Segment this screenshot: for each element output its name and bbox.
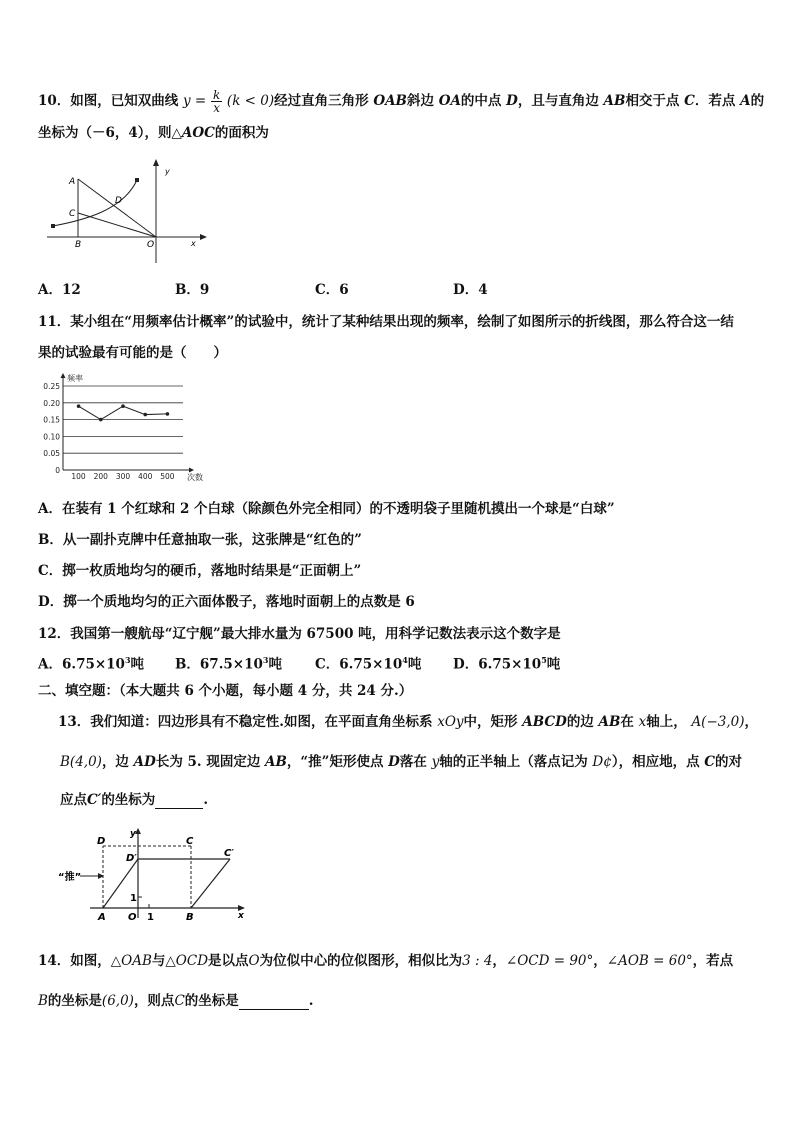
- label-d-prime: D′: [126, 853, 137, 864]
- q11-option-a[interactable]: A．在装有 1 个红球和 2 个白球（除颜色外完全相同）的不透明袋子里随机摸出一个球是“白球”: [38, 501, 615, 517]
- q11-option-b[interactable]: B．从一副扑克牌中任意抽取一张，这张牌是“红色的”: [38, 532, 362, 548]
- x-tick-label: 400: [138, 472, 153, 481]
- x-tick-label: 500: [160, 472, 175, 481]
- label-o: O: [128, 912, 137, 923]
- push-arrow-icon: [98, 873, 104, 879]
- curve-end-left: [51, 224, 55, 228]
- q12-option-a[interactable]: A．$6.75\times 10^3$吨: [38, 655, 145, 673]
- section-title: 二、填空题：（本大题共 6 个小题，每小题 4 分，共 24 分.）: [38, 683, 413, 699]
- label-y: y: [165, 167, 170, 176]
- y-axis-label: 频率: [67, 374, 83, 383]
- q12-option-b[interactable]: B．$67.5\times 10^3$吨: [175, 655, 282, 673]
- q12-line1: 12．我国第一艘航母“辽宁舰”最大排水量为 67500 吨，用科学记数法表示这个数字是: [38, 626, 561, 642]
- label-b: B: [75, 240, 82, 250]
- q11-line2: 果的试验最有可能的是（ ）: [38, 345, 227, 361]
- segment-cb-prime: [191, 859, 230, 908]
- q10-line1: 10．如图，已知双曲线 y = $\frac{k}{x}$ (k < 0)经过直角三角形 OAB斜边 OA的中点 D，且与直角边 AB相交于点 C．若点 A的: [38, 88, 765, 115]
- label-one-x: 1: [147, 912, 154, 923]
- frequency-chart: [33, 372, 213, 487]
- data-point: [166, 412, 170, 416]
- q13-figure: [58, 828, 258, 923]
- label-x: x: [238, 911, 244, 921]
- q11-option-d[interactable]: D．掷一个质地均匀的正六面体骰子，落地时面朝上的点数是 6: [38, 594, 415, 610]
- x-tick-label: 100: [71, 472, 86, 481]
- data-point: [99, 418, 103, 422]
- series-line: [79, 406, 168, 419]
- q10-option-b[interactable]: B．9: [175, 282, 210, 298]
- q10-option-d[interactable]: D．4: [453, 282, 488, 298]
- y-tick-label: 0.05: [43, 449, 60, 459]
- label-a: A: [69, 177, 76, 187]
- label-d: D: [115, 196, 122, 206]
- label-b: B: [186, 912, 194, 923]
- label-y: y: [130, 829, 136, 839]
- curve-end-right: [135, 178, 139, 182]
- label-x: x: [191, 239, 196, 248]
- y-arrow-icon: [61, 373, 66, 378]
- y-tick-label: 0.20: [43, 398, 60, 408]
- data-point: [77, 404, 81, 408]
- x-arrow-icon: [189, 468, 194, 473]
- x-tick-label: 300: [115, 472, 131, 481]
- label-one-y: 1: [130, 893, 137, 904]
- q13-line1: 13．我们知道：四边形具有不稳定性.如图，在平面直角坐标系 xOy中，矩形 ABCD的边 AB在 x轴上， A(−3,0)，: [58, 714, 759, 730]
- label-c: C: [186, 836, 194, 847]
- q10-option-c[interactable]: C．6: [315, 282, 349, 298]
- q13-line3: 应点C′的坐标为 .: [60, 792, 209, 808]
- label-o: O: [147, 240, 155, 250]
- label-c-prime: C′: [224, 848, 234, 859]
- q12-option-c[interactable]: C．$6.75\times 10^4$吨: [315, 655, 422, 673]
- data-point: [143, 413, 147, 417]
- label-a: A: [98, 912, 106, 923]
- q13-line2: B(4,0)，边 AD长为 5. 现固定边 AB，“推”矩形使点 D落在 y轴的正半轴上（落点记为 D¢），相应地，点 C的对: [60, 754, 743, 770]
- y-tick-label: 0.10: [43, 432, 60, 442]
- q14-line1: 14．如图，△OAB与△OCD是以点O为位似中心的位似图形，相似比为3 : 4，∠OCD = 90°，∠AOB = 60°，若点: [38, 953, 734, 969]
- q11-option-c[interactable]: C．掷一枚质地均匀的硬币，落地时结果是“正面朝上”: [38, 563, 362, 579]
- q14-answer-blank[interactable]: [239, 993, 309, 1010]
- q11-line1: 11．某小组在“用频率估计概率”的试验中，统计了某种结果出现的频率，绘制了如图所示的折线图，那么符合这一结: [38, 314, 734, 330]
- label-c: C: [69, 209, 76, 219]
- q13-answer-blank[interactable]: [155, 792, 203, 809]
- label-d: D: [97, 836, 106, 847]
- label-push: “推”: [58, 872, 82, 883]
- y-tick-label: 0.25: [43, 382, 60, 391]
- q14-line2: B的坐标是(6,0)，则点C的坐标是 .: [38, 993, 314, 1009]
- y-arrow-icon: [153, 159, 159, 166]
- q10-figure: [45, 158, 205, 266]
- y-tick-label: 0.15: [43, 415, 60, 425]
- x-arrow-icon: [200, 234, 207, 240]
- x-axis-label: 次数: [187, 473, 203, 482]
- y-tick-label: 0: [55, 466, 60, 475]
- data-point: [121, 404, 125, 408]
- q10-line2: 坐标为（－6，4），则△AOC的面积为: [38, 125, 269, 141]
- hyperbola-curve: [53, 180, 137, 226]
- q12-option-d[interactable]: D．$6.75\times 10^5$吨: [453, 655, 561, 673]
- x-tick-label: 200: [93, 472, 108, 481]
- segment-ao: [78, 179, 156, 237]
- y-arrow-icon: [135, 828, 141, 834]
- q10-option-a[interactable]: A．12: [38, 282, 81, 298]
